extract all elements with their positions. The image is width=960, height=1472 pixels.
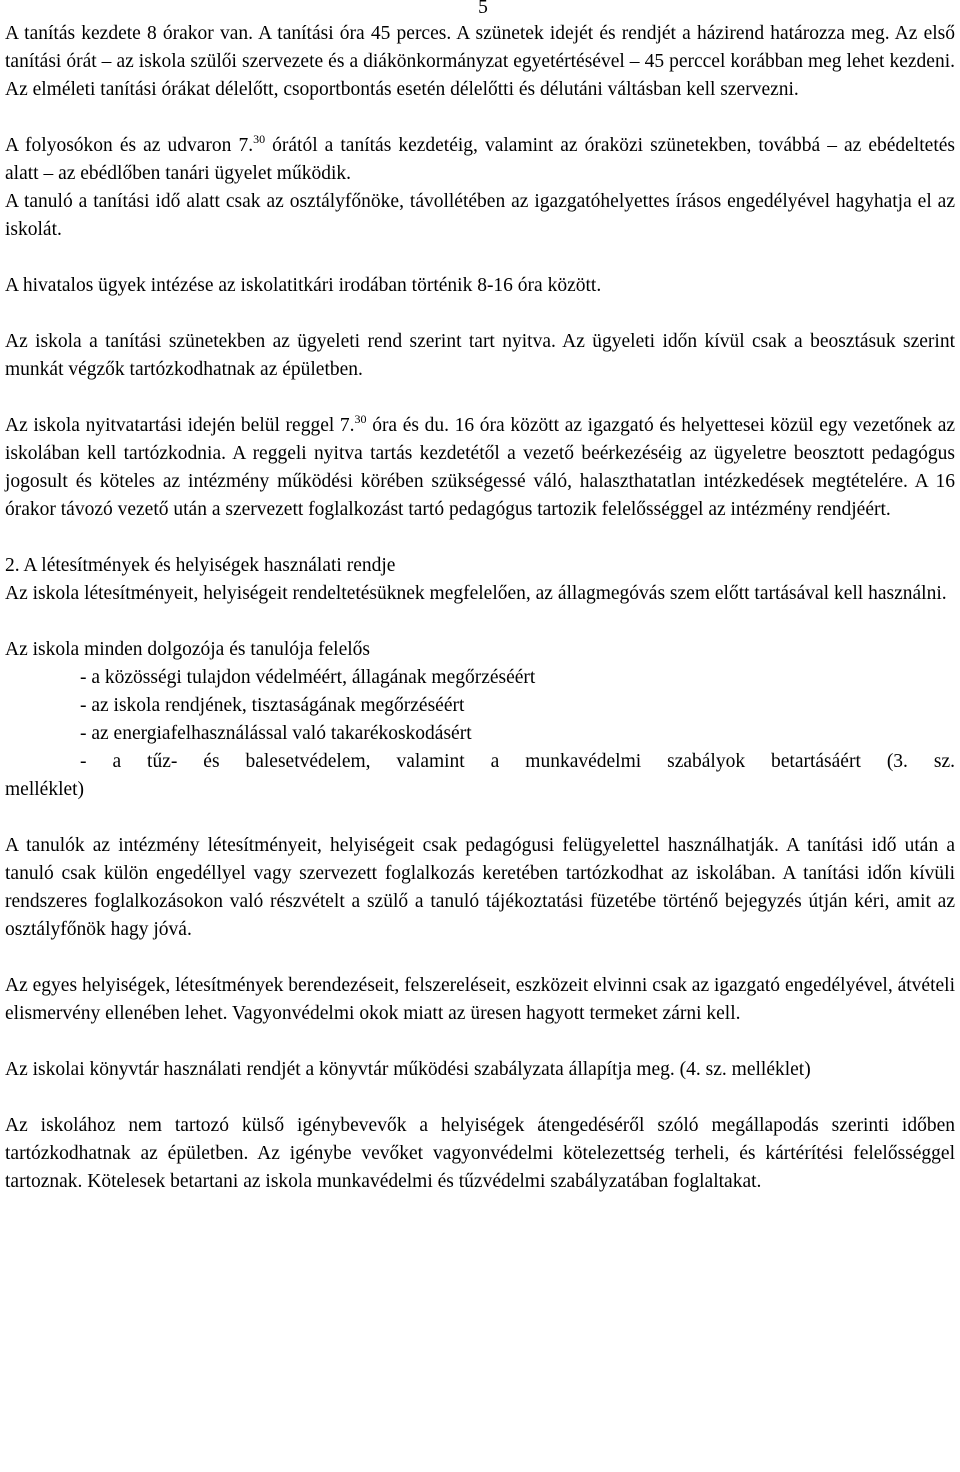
paragraph-library-rules: Az iskolai könyvtár használati rendjét a könyvtár működési szabályzata állapítja meg. (4. sz. melléklet) bbox=[5, 1059, 811, 1080]
corridor-text-end: órától a tanítás kezdetéig, valamint az óraközi szünetekben, továbbá – az ebédeltetés alatt – az ebédlőben tanári ügyelet működik. bbox=[5, 135, 955, 184]
section-heading: 2. A létesítmények és helyiségek használati rendje bbox=[5, 555, 396, 576]
paragraph-opening-hours bbox=[5, 412, 955, 524]
paragraph-official-matters: A hivatalos ügyek intézése az iskolatitkári irodában történik 8-16 óra között. bbox=[5, 275, 602, 296]
responsibility-list bbox=[5, 664, 955, 776]
corridor-text-start: A folyosókon és az udvaron 7. bbox=[5, 135, 254, 156]
paragraph-student-usage: A tanulók az intézmény létesítményeit, helyiségeit csak pedagógusi felügyelettel használhatják. A tanítási idő után a tanuló csak külön engedéllyel vagy szervezett foglalkozás keretében tartózkodhat az iskolában. A tanítási időn kívüli rendszeres foglalkozásokon való részvételt a szülő a tanuló tájékoztatási füzetébe történő bejegyzés útján kéri, amit az osztályfőnök hagy jóvá. bbox=[5, 835, 955, 940]
paragraph-school-hours: A tanítás kezdete 8 órakor van. A tanítási óra 45 perces. A szünetek idejét és rendjét a házirend határozza meg. Az első tanítási órát – az iskola szülői szervezete és a diákönkormányzat egyetértésével – 45 perccel korábban meg lehet kezdeni. Az elméleti tanítási órákat délelőtt, csoportbontás esetén délelőtti és délutáni váltásban kell szervezni. bbox=[5, 23, 955, 100]
paragraph-corridor-supervision bbox=[5, 132, 955, 188]
list-item: - az energiafelhasználással való takarékoskodásért bbox=[80, 723, 472, 744]
paragraph-holiday-opening: Az iskola a tanítási szünetekben az ügyeleti rend szerint tart nyitva. Az ügyeleti időn kívül csak a beosztásuk szerint munkát végzők tartózkodhatnak az épületben. bbox=[5, 331, 955, 380]
page-number: 5 bbox=[478, 0, 488, 18]
corridor-time-superscript: 30 bbox=[253, 132, 266, 146]
paragraph-leaving-school: A tanuló a tanítási idő alatt csak az osztályfőnöke, távollétében az igazgatóhelyettes írásos engedélyével hagyhatja el az iskolát. bbox=[5, 191, 955, 240]
list-item: - a tűz- és balesetvédelem, valamint a munkavédelmi szabályok betartásáért (3. sz. bbox=[80, 751, 955, 772]
paragraph-external-users: Az iskolához nem tartozó külső igénybevevők a helyiségek átengedéséről szóló megállapodás szerinti időben tartózkodhatnak az épületben. Az igénybe vevőket vagyonvédelmi kötelezettség terheli, és kártérítési felelősséggel tartoznak. Kötelesek betartani az iskola munkavédelmi és tűzvédelmi szabályzatában foglaltakat. bbox=[5, 1115, 955, 1192]
paragraph-facility-usage: Az iskola létesítményeit, helyiségeit rendeltetésüknek megfelelően, az állagmegóvás szem előtt tartásával kell használni. bbox=[5, 583, 947, 604]
paragraph-equipment-removal: Az egyes helyiségek, létesítmények berendezéseit, felszereléseit, eszközeit elvinni csak az igazgató engedélyével, átvételi elismervény ellenében lehet. Vagyonvédelmi okok miatt az üresen hagyott termeket zárni kell. bbox=[5, 975, 955, 1024]
list-item: - az iskola rendjének, tisztaságának megőrzéséért bbox=[80, 695, 465, 716]
opening-text-end: óra és du. 16 óra között az igazgató és helyettesei közül egy vezetőnek az iskolában kell tartózkodnia. A reggeli nyitva tartás kezdetétől a vezető beérkezéséig az ügyeletre beosztott pedagógus jogosult és köteles az intézmény működési körében szükségessé váló, halaszthatatlan intézkedések megtételére. A 16 órakor távozó vezető után a szervezett foglalkozást tartó pedagógus tartozik felelősséggel az intézmény rendjéért. bbox=[5, 415, 956, 520]
opening-time-superscript: 30 bbox=[354, 412, 367, 426]
document-body bbox=[5, 20, 955, 1196]
list-item: - a közösségi tulajdon védelméért, állagának megőrzéséért bbox=[80, 667, 536, 688]
opening-text-start: Az iskola nyitvatartási idején belül reggel 7. bbox=[5, 415, 355, 436]
list-item-continuation: melléklet) bbox=[5, 779, 85, 800]
paragraph-responsibility-intro: Az iskola minden dolgozója és tanulója felelős bbox=[5, 639, 370, 660]
